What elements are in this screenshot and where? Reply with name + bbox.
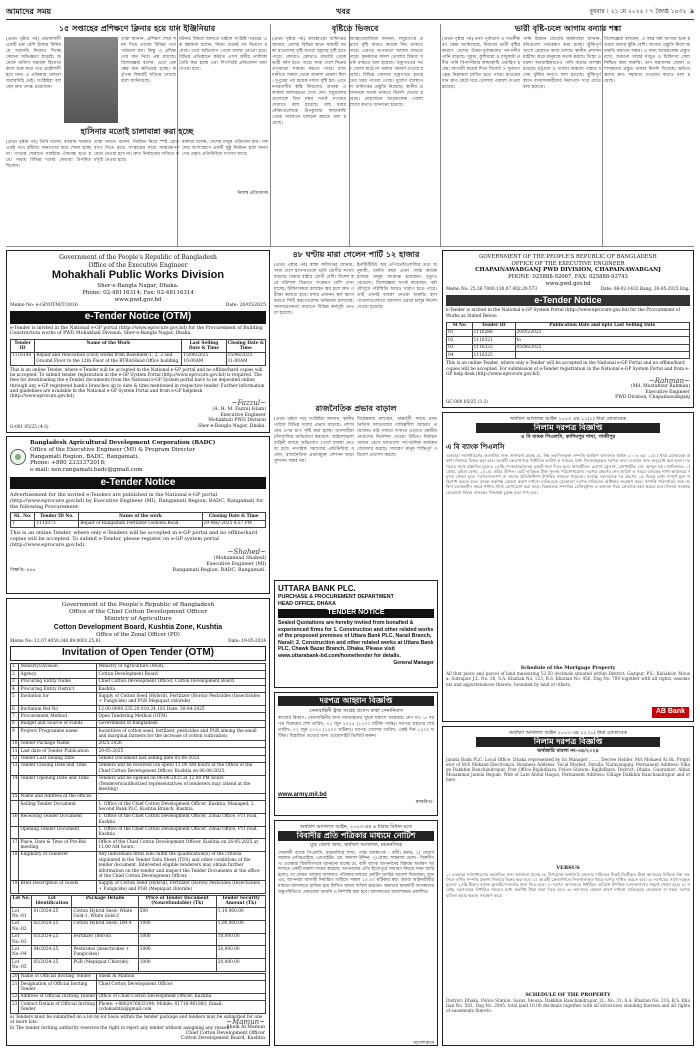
table-row: 21 Designation of Official Inviting Tender Chief Cotton Development Officer xyxy=(11,981,266,994)
story-rain: বৃষ্টিতে ভিজবে (প্রথম পৃষ্ঠার পর) আবহাওয়া অধিদপ্তর জানায়, দেশের বিভিন্ন স্থানে অস্থায়ী দমকা হাওয়াসহ বৃষ্টি অথবা বজ্রসহ বৃষ্টি হতে পারে। কোথাও কোথাও মাঝারি থেকে ভারী বর্ষণ হতে পারে। সারা দেশে দিনের তাপমাত্রা সামান্য কমতে পারে। রাজধানীতে সকাল থেকে আকাশ মেঘলা ছিল। দুপুরের পর কয়েক দফায় বৃষ্টি হয়। এতে নগরবাসীর স্বস্তি ফিরলেও অনেক এলাকায় জলাবদ্ধতা দেখা দেয়। সমুদ্রবন্দরগুলোকে তিন নম্বর সতর্ক সংকেত দেখাতে বলা হয়েছে। মাছ ধরার নৌকাগুলোকে উপকূলের কাছাকাছি থেকে সাবধানে চলাচল করতে বলা হয়েছে। আবহাওয়াবিদরা জানান, লঘুচাপের প্রভাবে বৃষ্টি আরও কয়েক দিন থাকতে পারে। এরপর তাপমাত্রা আবার বাড়তে পারে। কৃষকদের ফসল তোলার বিষয়ে সতর্ক থাকতে বলা হয়েছে। বজ্রপাতের সময় খোলা মাঠে না থাকার পরামর্শ দেওয়া হয়েছে। বিভিন্ন জেলায় বজ্রপাতে হতাহতের খবর পাওয়া গেছে। দুর্যোগ ব্যবস্থাপনা অধিদপ্তর প্রস্তুতি নিয়েছে। স্থানীয় প্রশাসনকে সতর্ক থাকতে নির্দেশ দেওয়া হয়েছে। প্রয়োজনে আশ্রয়কেন্দ্র খোলা রাখার কথাও জানানো হয়েছে। xyxy=(272,24,438,246)
signature: ~Fazzul~ xyxy=(231,399,266,408)
masthead-logo: আমাদের সময় xyxy=(6,6,52,16)
badc-tender-notice: Bangladesh Agricultural Development Corporation (BADC) Office of the Executive Engineer (MI) & Program Director Rangamati Region, BADC, Rangamati. Phone: +880 2333372018; e-mail: xen.rangamati.badc@gmail.com e-Tender Notice Advertisement for the invited e-Tenders are published in the National e-GP portal (http://www.eprocure.gov.bd) by Executive Engineer (MI), Rangamati Region, BADC, Rangamati for the following Procurement- SL. No. Tender ID No. Name of the work Closing Date & Time 1 1115073 Repair of Rangamati Fertilizer Godown Road. 29-May-2025 4:57 PM This is an online Tender, where only e-Tenders will be accepted in e-GP portal and no offline/hard copies will be accepted. To submit e-Tender, please register on e-GP system portal (http://www.eprocure.gov.bd). বিজ্ঞপ্তি- ৪৪৬ ~Shahed~ (Mohammad Shahed) Executive Engineer (MI) Rangamati Region, BADC, Rangamati. xyxy=(6,436,270,594)
table-row: 11 Last date of Tender Publication 20-05-2025 xyxy=(11,748,266,755)
table-row: 15 Name and Address of the offices xyxy=(11,793,266,800)
cotton-lot-table: Lot No. Lot Identification Package Details Price of Tender Document (Nonrefundable) (Tk) Tender Security Amount (Tk) Lot No.-01 01/2024-25 Cotton Hybrid Seed: White Gold-1, White Gold-2 500 1,10,000.00 Lot No.-02 02/2024-25 Cotton Hybrid Seed: DM-4 1000 1,00,000.00 Lot No.-03 03/2024-25 Fertilizer (Boron) 1000 10,000.00 Lot No.-04 04/2024-25 Pesticides (Insecticides + Fungicides) 1000 20,000.00 Lot No.-05 05/2024-25 PGR (Mepiquat Chloride) 1000 20,000.00 xyxy=(10,895,266,972)
auction2-notice: অর্থঋণ আদালত আইন ২০০৩ এর ১২ (১) ধারা মোতাবেক নিলাম দরপত্র বিজ্ঞপ্তি অর্থজারি মামলা নং-৩৪/২০২৪ Janata Bank PLC, Local Office, Dhaka represented by its Manager ........ Decree Holder. M/s Mokaed Al Sk, Proprietor of M/S Mokaed Electronics, Business Address: Vocal Market, Fatulla, Narayanganj; Permanent Address: Village Dakkhin Ranchandrapur, Post Office Rajibdhara, Police Station: Rajibdhara, District: Dhaka. Guarantor: Alhaz Mosammat Jamila Begum, Wife of Late Abdul Haque, Permanent Address: Village Dakkhin Ranchandrapur and others. VERSUS ১। এতদ্বারা সর্বসাধারণের অবগতির জন্য জানানো যাচ্ছে যে, উপরোক্ত অর্থজারি মামলার দায়িকের নিকট ডিক্রীকৃত টাকা আদায়ের নিমিত্তে নিম্ন তফসিলে বর্ণিত সম্পত্তি প্রকাশ্য নিলামে বিক্রয় করা হবে। ২। আগ্রহী ক্রেতাগণকে সিলগালাকৃত খামে দরপত্র দাখিল করতে হবে। ৩। দরপত্রের সাথে দরকৃত মূল্যের ২৫% টাকার ব্যাংক ড্রাফট/পে-অর্ডার জমা দিতে হবে। ৪। দরপত্র আদালতে নির্ধারিত তারিখে উপস্থিত দরদাতাগণের সম্মুখে খোলা হবে। ৫। সর্বোচ্চ দরদাতাকে নির্ধারিত সময়ের মধ্যে অবশিষ্ট টাকা জমা দিতে হবে। ৬। আদালত কোনো কারণ দর্শানো ব্যতিরেকে যেকোনো বা সকল দরপত্র বাতিল করার ক্ষমতা সংরক্ষণ করে। SCHEDULE OF THE PROPERTY District: Dhaka, Police Station: Savar, Mouza: Dakkhin Ranchandrapur, J.L. No. 31, S.A. Khatian No. 216, R.S. Khatian No. 583, Dag No. 2045, total land 10.00 decimals together with all structures standing thereon and all rights of easements thereto. xyxy=(442,726,694,1046)
headline-political: রাজনৈতিক প্রভাব বাড়াল xyxy=(315,404,397,413)
tender-table: Tender ID Name of the Work Last Selling Date & Time Closing Date & Time 1116108 Repair and renovation (civil) works from Basement-1, 2, 3 and Ground Floor to the 12th Floor of the BTRA/Head Office building. 15/06/2025 10:00AM 15/06/2025 11:00AM xyxy=(12,340,264,364)
table-row: 9 Project/ Programme name Incentives of cotton seed, fertilizer, pesticides and PGR among the small and marginal farmers for the increase of cotton cultivation xyxy=(11,728,266,741)
table-row: 6 Invitation Ref No 12.00.0000.335.20.010.24.181 Date: 30-04-2025 xyxy=(11,706,266,713)
table-row: Lot No.-01 01/2024-25 Cotton Hybrid Seed: White Gold-1, White Gold-2 500 1,10,000.00 xyxy=(11,908,266,921)
table-row: 17 Place, Date & Time of Pre-Bid meeting Office of the Chief Cotton Development Officer, Kushtia on 26-05-2025 at 11.00 AM hours. xyxy=(11,839,266,852)
table-row: 10 Tender Package Name 2025-2026 xyxy=(11,740,266,747)
issue-date: বুধবার । ২১ মে ২০২৫ । ৭ জ্যৈষ্ঠ ১৪৩২ ৯ xyxy=(589,7,694,15)
section-label: খবর xyxy=(336,6,351,16)
table-row: 14 Tender Opening Date and Time Tenders will be opened on 06-06-2025 at 12.00 PM hours (Tenderers/authorized representatives of tenderers may attend at the meeting) xyxy=(11,775,266,793)
table-row: Selling Tender Document 1. Office of the Chief Cotton Development Officer, Kushtia, Managed; 2. Second Bank PLC, Kushtia Branch, Kushtia. xyxy=(11,801,266,814)
table-row: 8 Budget and Source of Funds Government of Bangladesh xyxy=(11,720,266,727)
cotton-tender-notice: Government of the People's Republic of Bangladesh Office of the Chief Cotton Development Officer Ministry of Agriculture Cotton Development Board, Kushtia Zone, Kushtia Office of the Zonal Officer (PD) Memo No: 12.07.4050.340.89.0001.25.61 Date: 19-05-2024 Invitation of Open Tender (OTM) 1 Ministry/Division Ministry of Agriculture (MoA). 2 Agency Cotton Development Board 3 Procuring Entity Name Chief Cotton Development Officer, Cotton Development Board 4 Procuring Entity District Kushtia 5 Invitation for Supply of Cotton Seed (Hybrid), Fertilizer (Boron) Pesticides (Insecticides + Fungicide) and PGR Mepiquat chloride) 6 Invitation Ref No 12.00.0000.335.20.010.24.181 Date: 30-04-2025 7 Procurement Method Open Tendering Method (OTM) 8 Budget and Source of Funds Government of Bangladesh 9 Project/ Programme name Incentives of cotton seed, fertilizer, pesticides and PGR among the small and marginal farmers for the increase of cotton cultivation 10 Tender Package Name 2025-2026 11 Last date of Tender Publication 20-05-2025 12 Tender Last Selling Date Tender Document last selling date 05-06-2025 13 Tender Closing Date and Time Tenders will be received (on open) 11.00 AM hours at the Office of the Chief Cotton Development Officer, Kushtia on 06-06-2025. 14 Tender Opening Date and Time Tenders will be opened on 06-06-2025 at 12.00 PM hours (Tenderers/authorized representatives of tenderers may attend at the meeting) 15 Name and Address of the offices Selling Tender Document 1. Office of the Chief Cotton Development Officer, Kushtia, Managed; 2. Second Bank PLC, Kushtia Branch, Kushtia. 16 Receiving Tender Document 1. Office of the Chief Cotton Development Officer, Zonal Office, PTI road, Kushtia Opening Tender Document 1. Office of the Chief Cotton Development Officer, Zonal Office, PTI road, Kushtia 17 Place, Date & Time of Pre-Bid meeting Office of the Chief Cotton Development Officer, Kushtia on 26-05-2025 at 11.00 AM hours. 18 Eligibility of Tenderer Any individuals firms who fulfill the qualification(s) of the criteria stipulated in the Tender Data Sheet (TDS) and other conditions of the tender document. Interested eligible tenderers may obtain further information on the tender and inspect the Tender Documents at the office of the Chief Cotton Development Officer. 19 Brief Description of Goods Supply of Cotton Seed (Hybrid), Fertilizer (Boron) Pesticides (Insecticides + Fungicide) and PGR (Mepiquat chloride) Lot No. Lot Identification Package Details Price of Tender Document (Nonrefundable) (Tk) Tender Security Amount (Tk) Lot No.-01 01/2024-25 Cotton Hybrid Seed: White Gold-1, White Gold-2 500 1,10,000.00 Lot No.-02 02/2024-25 Cotton Hybrid Seed: DM-4 1000 1,00,000.00 Lot No.-03 03/2024-25 Fertilizer (Boron) 1000 10,000.00 Lot No.-04 04/2024-25 Pesticides (Insecticides + Fungicides) 1000 20,000.00 Lot No.-05 05/2024-25 PGR (Mepiquat Chloride) 1000 20,000.00 20 Name of Official Inviting Tender Sheik Al Mamun 21 Designation of Official Inviting Tender Chief Cotton Development Officer 22 Address of Official Inviting Tender Office of Chief Cotton Development Officer, Kushtia 23 Contact Details of Official Inviting Tender Phone: +8802476833194; Mobile: 01716-961883; Email: ccdokushtia@gmail.com a) Tenders must be submitted on a lot-by-lot basis within the tender package and tenders may be submitted for one or more lots. b) The tender inviting authority reserves the right to reject any tender without assigning any reason. ~Mamun~ Sheik Al Mamun Chief Cotton Development Officer Cotton Development Board, Kushtia xyxy=(6,598,270,1046)
story-engineer: ১৫ সপ্তাহের প্রশিক্ষণে ক্লিনার হয়ে যান ইঞ্জিনিয়ার (প্রথম পৃষ্ঠার পর) প্রভাবশালী একটি চক্র বেশি টাকার বিনিময়ে সরাসরি নিয়োগ দিচ্ছে কোনো অভিজ্ঞতা ছাড়াই। অনেকে অফিস সহায়ক হিসেবে কাজ শুরু করে পরে প্রকৌশলী হয়ে যান। এ প্রক্রিয়ায় কোনো জবাবদিহি নেই। সংশ্লিষ্টরা বলছেন দ্রুত তদন্ত প্রয়োজন। তারা জানান, প্রশিক্ষণ শেষে সনদ দিয়ে তাদের বিভিন্ন পদে পাঠানো হয়। কিন্তু এ প্রশিক্ষণের মান নিয়ে প্রশ্ন রয়েছে। বিশেষজ্ঞরা বলেন, এতে প্রকল্পের মান ক্ষতিগ্রস্ত হচ্ছে। কর্তৃপক্ষ বিষয়টি খতিয়ে দেখছে বলে জানিয়েছে। ঘটনার বিষয়ে জানতে চাইলে সংশ্লিষ্ট দপ্তরের এক কর্মকর্তা বলেন, নিয়ম মেনেই সব নিয়োগ হয়েছে। তবে অভিযোগ পেলে ব্যবস্থা নেওয়া হবে। বিভিন্ন প্রতিষ্ঠানে কর্মরত এসব কর্মীর তালিকা তৈরি করা হচ্ছে এবং শিগগিরই প্রতিবেদন জমা দেওয়া হবে। হাসিনার মতোই চালাবান্না করা হচ্ছে (প্রথম পৃষ্ঠার পর) তিনি বলেন, বর্তমান সরকার একই পথে হাঁটছে। জনগণের কথা শোনা হচ্ছে না। গণতন্ত্র ফেরাতে সবাইকে ঐক্যবদ্ধ হতে হবে। সভায় বিভিন্ন দলের নেতারা উপস্থিত ছিলেন। তারা আরও বলেন, নির্বাচন নিয়ে স্পষ্ট রোডম্যাপ দিতে হবে। সংস্কারের নামে সময়ক্ষেপণ মেনে নেওয়া হবে না। দ্রুত নির্বাচনের দাবিতে কর্মসূচি দেওয়া হবে। বক্তারা বলেন, দেশের মানুষ পরিবর্তন চায়। সকলের অংশগ্রহণে একটি সুষ্ঠু নির্বাচন হলে জনগণের প্রকৃত প্রতিনিধিরা সংসদে যাবে। নিজস্ব প্রতিবেদক xyxy=(6,24,268,196)
story-48hours: ৪৮ ঘণ্টায় মারা গেলেন পার্টি ১২ হাজার (প্রথম পৃষ্ঠার পর) স্বাস্থ্য অধিদপ্তর জানায়, সারা দেশে হাসপাতালে ভর্তি রোগীর সংখ্যা বাড়ছে। ঢাকার বাইরে রোগী বেশি। বিশেষ করে বরিশাল বিভাগে সংক্রমণ বেশি দেখা যাচ্ছে। চিকিৎসকরা বলছেন জ্বর হলে দ্রুত পরীক্ষা করাতে হবে। মশার প্রজনন স্থল ধ্বংস করতে সিটি করপোরেশন অভিযান চালাচ্ছে। জনসচেতনতা বাড়াতে বিভিন্ন কর্মসূচি নেওয়া হয়েছে। ইনস্টিটিউট অব এপিডেমিওলজির তথ্য অনুযায়ী, চলতি বছর এখন পর্যন্ত কয়েক হাজার মানুষ আক্রান্ত হয়েছেন। মৃত্যুও বেড়েছে। বিশেষজ্ঞরা সতর্ক করেছেন, বর্ষা মৌসুমে পরিস্থিতি আরও খারাপ হতে পারে। তাই এখনই ব্যবস্থা নেওয়া জরুরি। হাসপাতালগুলোতে আলাদা ওয়ার্ড চালুর নির্দেশ দেওয়া হয়েছে। xyxy=(274,250,437,316)
table-row: Lot No.-03 03/2024-25 Fertilizer (Boron) 1000 10,000.00 xyxy=(11,933,266,946)
table-row: 7 Procurement Method Open Tendering Method (OTM) xyxy=(11,713,266,720)
cotton-info-table xyxy=(10,663,266,894)
table-row: 3 Procuring Entity Name Chief Cotton Development Officer, Cotton Development Board xyxy=(11,678,266,685)
headline-flood: ভারী বৃষ্টি-ঢলে আগাম বন্যার শঙ্কা xyxy=(514,24,622,33)
headline-hasina: হাসিনার মতোই চালাবান্না করা হচ্ছে xyxy=(80,127,194,136)
table-row: 18 Eligibility of Tenderer Any individuals firms who fulfill the qualification(s) of the criteria stipulated in the Tender Data Sheet (TDS) and other conditions of the tender document. Interested eligible tenderers may obtain further information on the tender and inspect the Tender Documents at the office of the Chief Cotton Development Officer. xyxy=(11,851,266,880)
table-row: 19 Brief Description of Goods Supply of Cotton Seed (Hybrid), Fertilizer (Boron) Pesticides (Insecticides + Fungicide) and PGR (Mepiquat chloride) xyxy=(11,880,266,893)
table-row: Lot No.-05 05/2024-25 PGR (Mepiquat Chloride) 1000 20,000.00 xyxy=(11,959,266,972)
table-row: 20 Name of Official Inviting Tender Sheik Al Mamun xyxy=(11,973,266,980)
headline-48: ৪৮ ঘণ্টায় মারা গেলেন পার্টি ১২ হাজার xyxy=(292,250,420,259)
table-row: 22 Address of Official Inviting Tender Office of Chief Cotton Development Officer, Kushtia xyxy=(11,993,266,1000)
table-row: 1 Ministry/Division Ministry of Agriculture (MoA). xyxy=(11,663,266,670)
headline-rain: বৃষ্টিতে ভিজবে xyxy=(331,24,379,33)
headline: ১৫ সপ্তাহের প্রশিক্ষণে ক্লিনার হয়ে যান ইঞ্জিনিয়ার xyxy=(58,24,216,33)
story-photo xyxy=(64,37,118,123)
story-flood: ভারী বৃষ্টি-ঢলে আগাম বন্যার শঙ্কা (প্রথম পৃষ্ঠার পর) বন্যা পূর্বাভাস ও সতর্কীকরণ কেন্দ্র জানিয়েছে, উজানে ভারী বৃষ্টির কারণে দেশের উত্তর-পূর্বাঞ্চলের নদ-নদীর পানি বাড়ছে। সুরমা, কুশিয়ারা ও যাদুকাটা নদীর পানি বিপদসীমার কাছাকাছি প্রবাহিত হচ্ছে। আগামী কয়েক দিনে সিলেট ও সুনামগঞ্জের নিম্নাঞ্চল প্লাবিত হতে পারে। হাওরের ধান দ্রুত কেটে ঘরে তোলার পরামর্শ দেওয়া হয়েছে। পানি উন্নয়ন বোর্ডের কর্মকর্তারা জানান, বাঁধগুলো পর্যবেক্ষণ করা হচ্ছে। ঝুঁকিপূর্ণ অংশে মেরামত কাজ চলছে। স্থানীয় প্রশাসন মাইকিং করে মানুষকে সতর্ক করছে। তিস্তা ও ধরলা অববাহিকাতেও পানি বাড়ার আশঙ্কা রয়েছে। চট্টগ্রাম ও পার্বত্য অঞ্চলে পাহাড় ধসের ঝুঁকির কথাও বলা হয়েছে। ঝুঁকিপূর্ণ স্থানে বসবাসকারীদের নিরাপদে সরে যেতে বলা হয়েছে। বিশেষজ্ঞরা বলছেন, এ বছর বর্ষা আগাম শুরু হওয়ায় বন্যার ঝুঁকি বেশি। আগাম প্রস্তুতি নিলে ক্ষয়ক্ষতি কমানো সম্ভব। এ জন্য আশ্রয়কেন্দ্র প্রস্তুত রাখা, শুকনো খাবার মজুত ও চিকিৎসা সেবা নিশ্চিত করা জরুরি। ত্রাণ মন্ত্রণালয় জেলা প্রশাসকদের প্রস্তুত থাকার নির্দেশ দিয়েছে। ক্ষতিগ্রস্তদের দ্রুত সহায়তা দেওয়ার কথাও বলা হয়েছে। xyxy=(442,24,694,246)
mohakhali-tender-notice: Government of the People's Republic of Bangladesh Office of the Executive Engineer Mohakhali Public Works Division Sher-e-Bangla Nagar, Dhaka. Phone: 02-48116314; Fax: 02-48116314 www.pwd.gov.bd Memo No: e-GP/OTM/T/3016 Date: 20/05/2025 e-Tender Notice (OTM) e-Tender is invited in the National e-GP portal (http://www.eprocure.gov.bd) for the Procurement of Building Construction works of PWD Mohakhali Division, Sher-e-Bangla Nagar, Dhaka. Tender ID Name of the Work Last Selling Date & Time Closing Date & Time 1116108 Repair and renovation (civil) works from Basement-1, 2, 3 and Ground Floor to the 12th Floor of the BTRA/Head Office building. 15/06/2025 10:00AM 15/06/2025 11:00AM This is an online Tender, where e-Tender will be accepted in the National e-GP portal and no offline/hard copies will be accepted. To submit tender registration in the e-GP System Portal (http://www.eprocure.gov.bd) is required. The fees for downloading the e-Tender documents from the National e-GP System portal have to be deposited online through any e-GP registered bank's branches up to date & time mentioned in respective tender. Further information and guidelines are available in the National e-GP System Portal and from e-GP helpdesk (http://www.eprocure.gov.bd). ~Fazzul~ (A. H. M. Fazzul Islam) Executive Engineer Mohakhali PWD Division Sher-e-Bangla Nagar, Dhaka. G-001 05/25 (4-3) xyxy=(6,250,270,433)
table-row: Opening Tender Document 1. Office of the Chief Cotton Development Officer, Zonal Office, PTI road, Kushtia xyxy=(11,826,266,839)
page-header xyxy=(6,4,694,20)
table-row: 2 Agency Cotton Development Board xyxy=(11,671,266,678)
table-row: Lot No.-04 04/2024-25 Pesticides (Insecticides + Fungicides) 1000 20,000.00 xyxy=(11,946,266,959)
ab-bank-logo: AB Bank xyxy=(652,707,689,718)
table-row: 13 Tender Closing Date and Time Tenders will be received (on open) 11.00 AM hours at the Office of the Chief Cotton Development Officer, Kushtia on 06-06-2025. xyxy=(11,762,266,775)
cotton-footer-table xyxy=(10,973,266,1014)
notice-title: e-Tender Notice (OTM) xyxy=(10,311,266,324)
mymensingh-court-notice: অর্থঋণ আদালত আইন, ২০০৩-এর ৬ ধারার বিধান মতে বিবাদীর প্রতি পত্রিকার মাধ্যমে নোটিশ যুগ্ম জেলা জজ, অর্থঋণ আদালত, ময়মনসিংহ সোনালী ব্যাংক পিএলসি, ময়মনসিংহ শাখা, পক্ষে ব্যবস্থাপক - বাদী। বনাম: ১) মেসার্স জান্নাত এন্টারপ্রাইজ, প্রোপাইটর: মো. জামাল উদ্দিন; ২) মোছা. শাহনাজ বেগম - বিবাদীগণ। এতদ্বারা বিবাদীগণকে জানানো যাচ্ছে যে, বাদী ব্যাংক আপনাদের বিরুদ্ধে অর্থঋণ আদালতে একটি মামলা দায়ের করেছে। আপনাদের প্রতি ইতোপূর্বে সাধারণ নিয়মে সমন জারি হলেও তা ফেরত আসায় আদালত পত্রিকার মাধ্যমে নোটিশ জারির আদেশ দিয়েছেন। অতএব, আপনারা আগামী নির্ধারিত তারিখে সকাল ১০.৩০ ঘটিকায় স্বয়ং অথবা আইনজীবীর মাধ্যমে আদালতে হাজির হয়ে লিখিত জবাব দাখিল করবেন। অন্যথায় মামলাটি আপনাদের অনুপস্থিতিতে একতরফা শুনানি ও নিষ্পত্তি করা হবে। আদালতের আদেশক্রমে প্রকাশিত। আদেশক্রমে xyxy=(274,820,438,1046)
byline: নিজস্ব প্রতিবেদক xyxy=(237,191,268,196)
table-row: 12 Tender Last Selling Date Tender Document last selling date 05-06-2025 xyxy=(11,755,266,762)
ab-bank-auction-notice: অর্থঋণ আদালত আইন ২০০৩ এর ১২(১) ধারা মোতাবেক নিলাম দরপত্র বিজ্ঞপ্তি এ বি ব্যাংক পিএলসি, কাশিমপুর শাখা, গাজীপুর এ বি ব্যাংক পিএলসি এতদ্বারা সর্বসাধারণের অবগতির জন্য জানানো যাচ্ছে যে, নিম্ন তফসিলভুক্ত সম্পত্তি অর্থঋণ আদালত আইন ২০০৩ এর ১২(১) ধারা মোতাবেক প্রকাশ্য নিলামে বিক্রয় করা হবে। আগ্রহী ক্রেতাগণকে নির্ধারিত তারিখ ও সময়ের মধ্যে সিলমোহরকৃত দরপত্র জমা দেওয়ার জন্য অনুরোধ করা হলো। দরপত্রের সাথে প্রস্তাবিত মূল্যের ২৫% পে-অর্ডার/ব্যাংক ড্রাফট জমা দিতে হবে। ঋণগ্রহীতা: মেসার্স ট্রেডার্স, প্রোপাইটর: মো. আব্দুল হক। জামিনদার: ১) মোছা. রহিমা বেগম, ২) মো. করিম উদ্দিন। মোট দাবিকৃত টাকা সুদসহ পরিশোধযোগ্য। দরপত্র গ্রহণের শেষ তারিখ ও সময়ে ব্যাংকের শাখা কার্যালয়ে দরপত্র খোলা হবে। দরপত্রদাতাগণ বা তাদের প্রতিনিধিগণ উপস্থিত থাকতে পারবেন। সর্বোচ্চ দরদাতাকে দর গ্রহণের ১৫ দিনের মধ্যে সম্পূর্ণ মূল্য পরিশোধ করতে হবে। ব্যাংক কর্তৃপক্ষ কোনো কারণ দর্শানো ব্যতিরেকে যেকোনো দরপত্র বাতিলের অধিকার সংরক্ষণ করে। সম্পত্তি পরিদর্শনের জন্য অফিস চলাকালীন সময়ে শাখার সাথে যোগাযোগ করা যাবে। বিক্রয়লব্ধ সম্পত্তির রেজিস্ট্রেশন ও অন্যান্য খরচ ক্রেতাকে বহন করতে হবে। নিলাম সংক্রান্ত যেকোনো বিষয়ে ব্যাংকের সিদ্ধান্তই চূড়ান্ত বলে গণ্য হবে। Schedule of the Mortgage Property All that piece and parcel of land measuring 52.50 decimals situated within District: Gazipur, P.S.: Kaliakoir, Mouza: Sutrapur, J.L. No. 28, S.A. Khatian No. 123, R.S. Khatian No. 456, Dag No. 789 together with all rights, easements and appurtenances thereto, bounded by land of others. AB Bank xyxy=(442,412,694,722)
badc-logo xyxy=(10,449,26,465)
army-tender-notice: দরপত্র আহ্বান বিজ্ঞপ্তি সেনাবাহিনী ট্রাক সংগ্রহ প্রসেস ঢাকা সেনানিবাস কাজের বিবরণ: সেনাবাহিনীর জন্য যানবাহনের খুচরা যন্ত্রাংশ সরবরাহ। গ্রুপ নং: ১। দরপত্র বিক্রয়ের শেষ তারিখ: ০১ জুন ২০২৫ (১২০০ ঘটিকা পর্যন্ত)। দরপত্র গ্রহণের শেষ তারিখ: ০২ জুন ২০২৫ (১২০০ ঘটিকা)। দরপত্র খোলার তারিখ: একই দিন ১২৩০ ঘটিকা। বিস্তারিত তথ্যের জন্য ওয়েবসাইট ভিজিট করুন। www.army.mil.bd স্বাক্ষরিত/- xyxy=(274,692,438,816)
table-row: Lot No.-02 02/2024-25 Cotton Hybrid Seed: DM-4 1000 1,00,000.00 xyxy=(11,920,266,933)
table-row: 5 Invitation for Supply of Cotton Seed (Hybrid), Fertilizer (Boron) Pesticides (Insecticides + Fungicide) and PGR Mepiquat chloride) xyxy=(11,693,266,706)
chapai-tender-notice: GOVERNMENT OF THE PEOPLE'S REPUBLIC OF BANGLADESH OFFICE OF THE EXECUTIVE ENGINEER CHAPAINAWABGANJ PWD DIVISION, CHAPAINAWABGANJ PHONE: 025888-92067, FAX: 025888-93743 www.pwd.gov.bd Memo No: 25.36.7000.130.07.002.20-573 Date: 06-02-1432 Bang. 20-05-2025 Eng. e-Tender Notice e-Tender is invited in the National e-GP System Portal (http://www.eprocure.gov.bd) for the Procurement of Works as Stated Below: Sl No Tender ID Publication Date and upto Last Selling Date 01 1116288 20/05/2025 02 1116321 to 03 1116323 05/06/2025 04 1116325 This is an online Tender, where only e-Tender will be accepted in the National e-GP Portal and no offline/hard copies will be accepted. For submission of e-Tender registration in the National e-GP System Portal and from e-GP help desk (http://www.eprocure.gov.bd). ~Rahman~ (Md. Mustafizur Rahman) Executive Engineer PWD Division, Chapainawabganj GC-000 05/25 (3-3) xyxy=(442,250,694,408)
uttara-tender-notice: UTTARA BANK PLC. PURCHASE & PROCUREMENT DEPARTMENT HEAD OFFICE, DHAKA TENDER NOTICE Sealed Quotations are hereby invited from bonafied & experienced firms for 1. Construction and other related works of the proposed premises of Uttara Bank PLC, Narail Branch, Narail; 2. Construction and other related works at Uttara Bank PLC, Chawk Bazar Branch, Dhaka. Please visit www.uttarabank-bd.com/home/tender for details. General Manager xyxy=(274,580,438,688)
table-row: 4 Procuring Entity District Kushtia xyxy=(11,686,266,693)
table-row: 23 Contact Details of Official Inviting Tender Phone: +8802476833194; Mobile: 01716-961883; Email: ccdokushtia@gmail.com xyxy=(11,1001,266,1014)
story-political: রাজনৈতিক প্রভাব বাড়াল (প্রথম পৃষ্ঠার পর) সংশ্লিষ্টরা জানান, স্থানীয় পর্যায়ে বিভিন্ন দলের প্রভাব বাড়ছে। প্রশাসনের ওপর চাপ সৃষ্টি করা হচ্ছে। ব্যবসায়ীরা চাঁদাবাজির অভিযোগ করছেন। আইনশৃঙ্খলা বাহিনী বলছে অভিযোগ পেলে ব্যবস্থা নেওয়া হবে। নাগরিক সমাজের প্রতিনিধিরা বলেন, রাজনৈতিক প্রভাবমুক্ত প্রশাসন ছাড়া সুশাসন সম্ভব নয়। বিশ্লেষকরা বলছেন, অন্তর্বর্তী সময়ে রাজনৈতিক দলগুলোর দায়িত্বশীল আচরণ প্রয়োজন। মাঠ পর্যায়ে সংঘাত এড়াতে কেন্দ্রীয় নেতাদের নির্দেশনা দেওয়া উচিত। নির্বাচন সামনে রেখে দলগুলো সাংগঠনিক কার্যক্রম জোরদার করছে। সাধারণ মানুষ শান্তিপূর্ণ পরিবেশ প্রত্যাশা করছে। xyxy=(274,404,437,464)
table-row: 16 Receiving Tender Document 1. Office of the Chief Cotton Development Officer, Zonal Office, PTI road, Kushtia xyxy=(11,813,266,826)
